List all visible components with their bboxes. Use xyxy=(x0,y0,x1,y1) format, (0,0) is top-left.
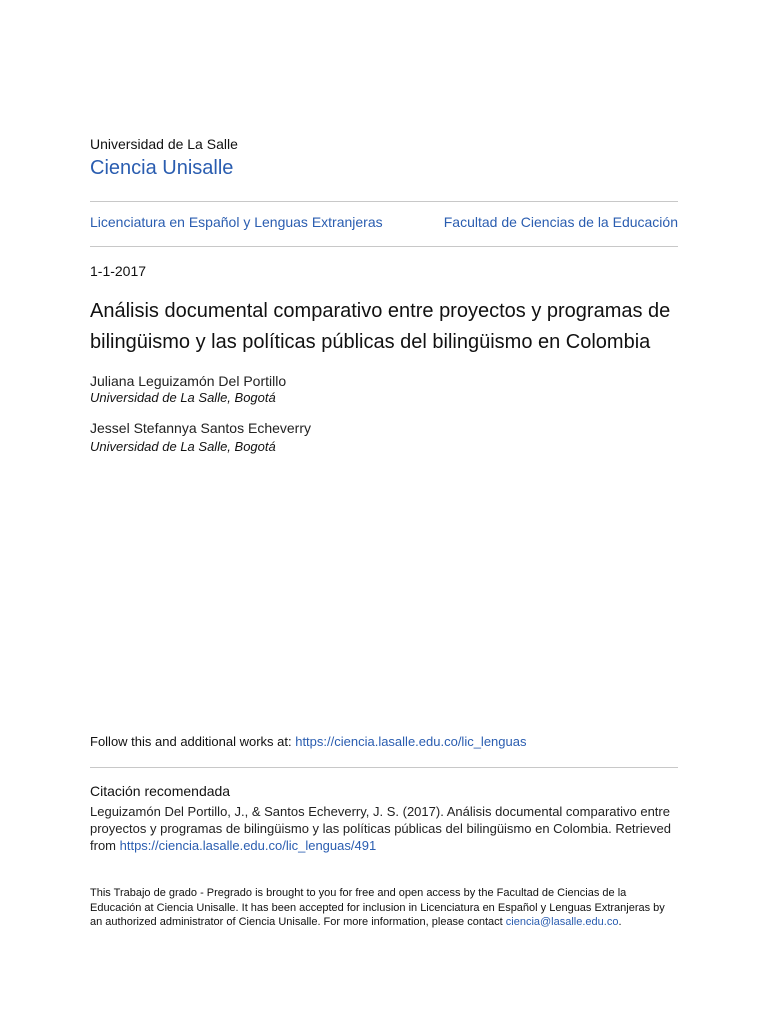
follow-link[interactable]: https://ciencia.lasalle.edu.co/lic_lenguas xyxy=(295,734,527,749)
contact-email-link[interactable]: ciencia@lasalle.edu.co xyxy=(505,916,619,928)
citation-heading: Citación recomendada xyxy=(90,783,231,799)
follow-line xyxy=(90,734,526,749)
follow-text: Follow this and additional works at: xyxy=(90,734,296,749)
author-name: Juliana Leguizamón Del Portillo xyxy=(90,373,287,389)
divider xyxy=(90,246,678,247)
collection-link[interactable]: Licenciatura en Español y Lenguas Extranjeras xyxy=(90,214,383,230)
divider xyxy=(90,201,678,202)
institution-name: Universidad de La Salle xyxy=(90,136,238,152)
citation-link[interactable]: https://ciencia.lasalle.edu.co/lic_lenguas/491 xyxy=(119,838,377,853)
citation-body xyxy=(90,803,678,854)
divider xyxy=(90,767,678,768)
citation-text: Leguizamón Del Portillo, J., & Santos Echeverry, J. S. (2017). Análisis documental comparativo entre proyectos y programas de bilingüismo y las políticas públicas del bilingüismo en Colombia. Retrieved from xyxy=(90,804,671,853)
access-notice xyxy=(90,886,678,930)
faculty-link[interactable]: Facultad de Ciencias de la Educación xyxy=(443,214,678,230)
access-notice-text: This Trabajo de grado - Pregrado is brought to you for free and open access by the Facultad de Ciencias de la Educación at Ciencia Unisalle. It has been accepted for inclusion in Licenciatura en Español y Lenguas Extranjeras by an authorized administrator of Ciencia Unisalle. For more information, please contact xyxy=(90,887,665,928)
access-notice-end: . xyxy=(618,916,622,928)
document-title: Análisis documental comparativo entre proyectos y programas de bilingüismo y las políticas públicas del bilingüismo en Colombia xyxy=(90,300,671,353)
publication-date: 1-1-2017 xyxy=(90,263,147,279)
author-affiliation: Universidad de La Salle, Bogotá xyxy=(90,390,276,405)
author-affiliation: Universidad de La Salle, Bogotá xyxy=(90,439,276,454)
author-name: Jessel Stefannya Santos Echeverry xyxy=(90,420,312,436)
repository-link[interactable]: Ciencia Unisalle xyxy=(90,157,234,179)
